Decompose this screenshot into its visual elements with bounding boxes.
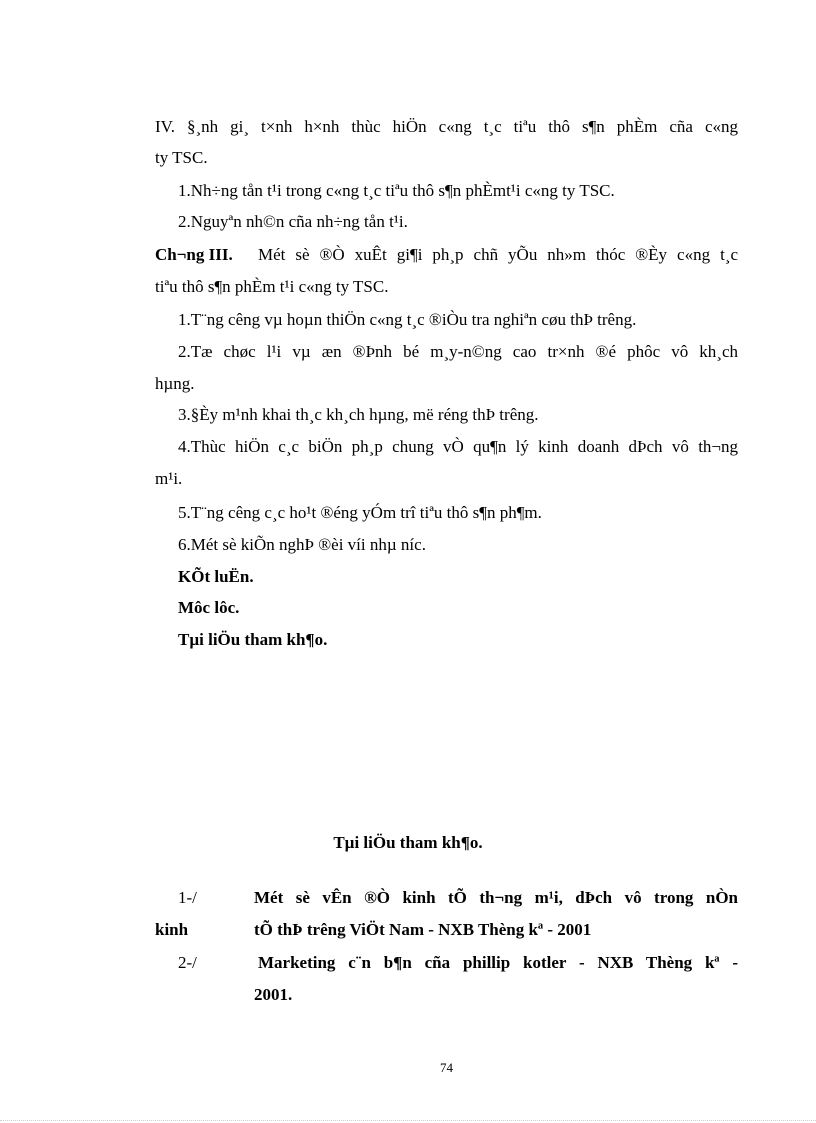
page-bottom-border xyxy=(0,1120,816,1121)
toc-item-iii-1: 1.T¨ng cêng vµ hoµn thiÖn c«ng t¸c ®iÒu tra nghiªn cøu thÞ trêng. xyxy=(178,310,637,329)
bibliography-title: Tµi liÖu tham kh¶o. xyxy=(333,833,483,852)
toc-section-iv-line2: ty TSC. xyxy=(155,148,208,167)
bibliography-entry-number: 2-/ xyxy=(178,953,197,972)
bibliography-entry-number: 1-/ xyxy=(178,888,197,907)
toc-section-iv-line1: IV. §¸nh gi¸ t×nh h×nh thùc hiÖn c«ng t¸c tiªu thô s¶n phÈm cña c«ng xyxy=(155,117,738,136)
bibliography-entry-continuation: kinh xyxy=(155,920,189,939)
toc-chapter-iii-line1: Mét sè ®Ò xuÊt gi¶i ph¸p chñ yÕu nh»m thóc ®Èy c«ng t¸c xyxy=(258,245,738,264)
toc-conclusion: KÕt luËn. xyxy=(178,567,254,586)
bibliography-entry-line2: 2001. xyxy=(254,985,293,1004)
toc-item-iii-6: 6.Mét sè kiÕn nghÞ ®èi víi nhµ níc. xyxy=(178,535,426,554)
toc-chapter-iii-label: Ch¬ng III. xyxy=(155,245,233,264)
bibliography-entry-line1: Marketing c¨n b¶n cña phillip kotler - NXB Thèng kª - xyxy=(258,953,738,972)
toc-item-iii-4-line2: m¹i. xyxy=(155,469,183,488)
toc-chapter-iii-line2: tiªu thô s¶n phÈm t¹i c«ng ty TSC. xyxy=(155,277,389,296)
toc-item-iv-1: 1.Nh÷ng tån t¹i trong c«ng t¸c tiªu thô s¶n phÈmt¹i c«ng ty TSC. xyxy=(178,181,615,200)
toc-item-iii-3: 3.§Èy m¹nh khai th¸c kh¸ch hµng, më réng thÞ trêng. xyxy=(178,405,539,424)
toc-item-iii-5: 5.T¨ng cêng c¸c ho¹t ®éng yÓm trî tiªu thô s¶n ph¶m. xyxy=(178,503,542,522)
toc-contents: Môc lôc. xyxy=(178,598,240,617)
toc-item-iv-2: 2.Nguyªn nh©n cña nh÷ng tån t¹i. xyxy=(178,212,408,231)
toc-item-iii-4-line1: 4.Thùc hiÖn c¸c biÖn ph¸p chung vÒ qu¶n lý kinh doanh dÞch vô th¬ng xyxy=(178,437,738,456)
bibliography-entry-line1: Mét sè vÊn ®Ò kinh tÕ th¬ng m¹i, dÞch vô trong nÒn xyxy=(254,888,738,907)
page-number: 74 xyxy=(440,1060,453,1075)
bibliography-entry-line2: tÕ thÞ trêng ViÖt Nam - NXB Thèng kª - 2001 xyxy=(254,920,592,939)
toc-item-iii-2-line2: hµng. xyxy=(155,374,195,393)
toc-item-iii-2-line1: 2.Tæ chøc l¹i vµ æn ®Þnh bé m¸y-n©ng cao tr×nh ®é phôc vô kh¸ch xyxy=(178,342,738,361)
toc-references: Tµi liÖu tham kh¶o. xyxy=(178,630,328,649)
